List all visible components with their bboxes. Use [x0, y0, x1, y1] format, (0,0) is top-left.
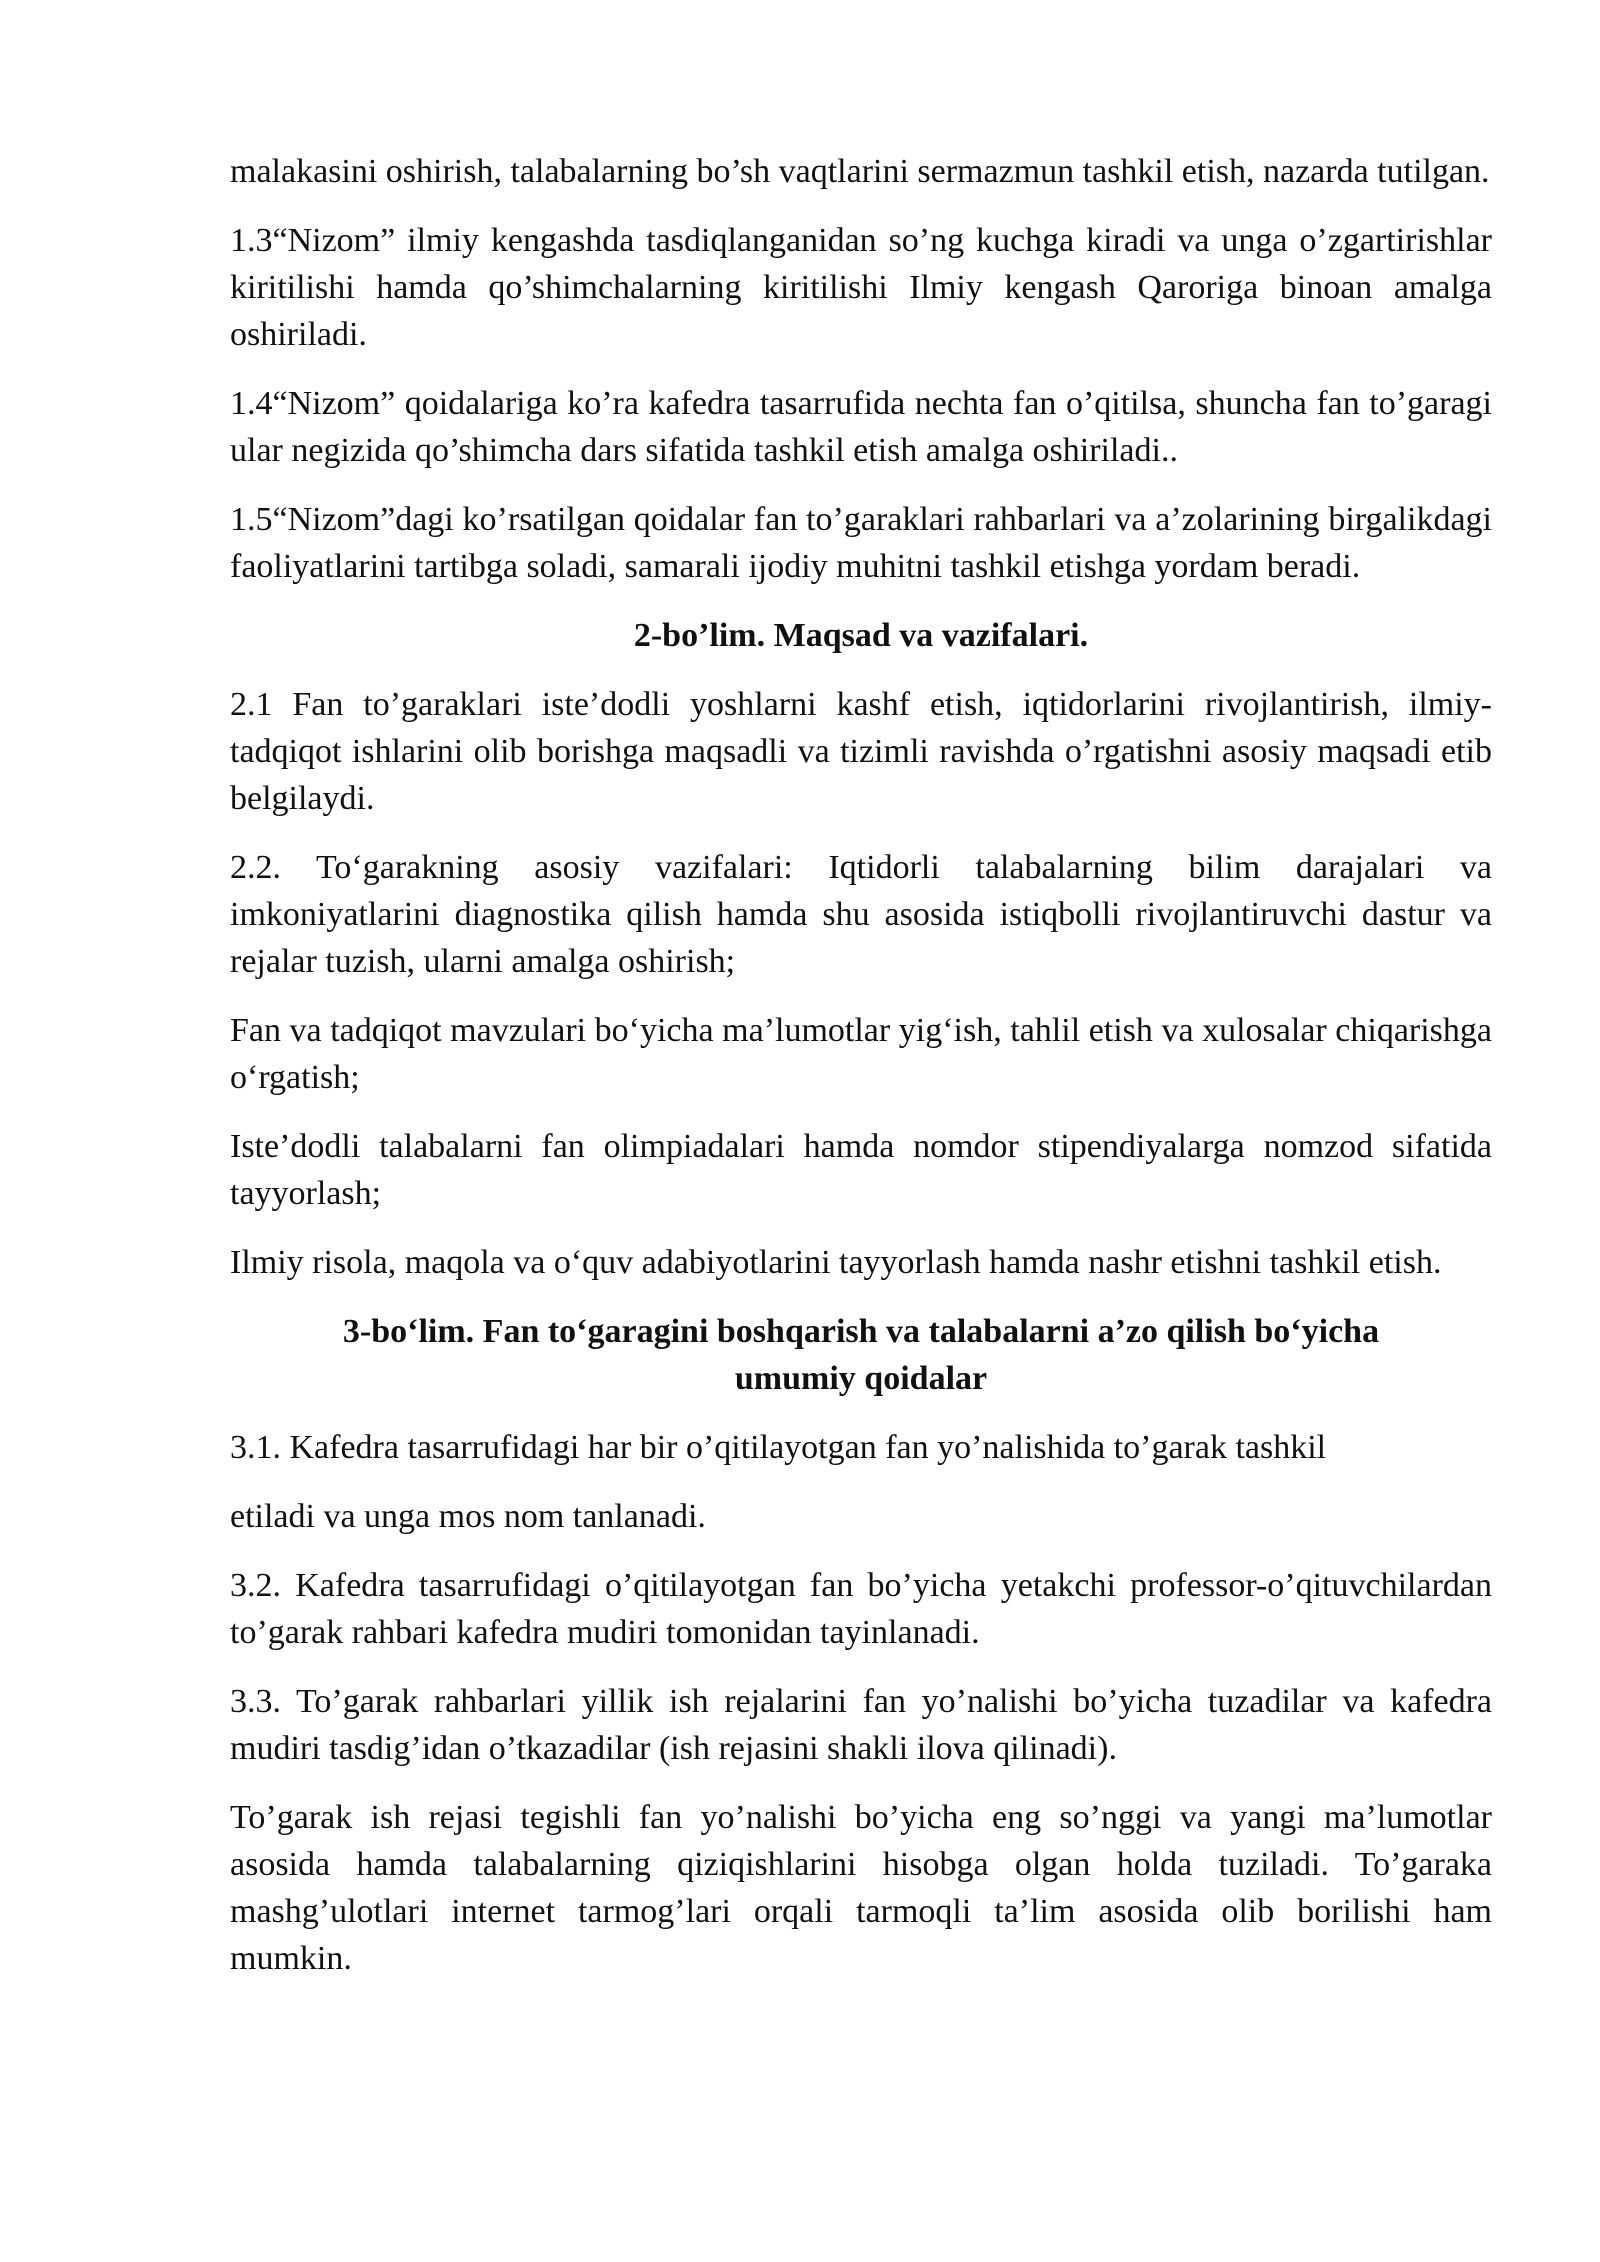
section-3-heading-line1: 3-bo‘lim. Fan to‘garagini boshqarish va talabalarni a’zo qilish bo‘yicha: [342, 1313, 1380, 1350]
paragraph-task-publishing: Ilmiy risola, maqola va o‘quv adabiyotlarini tayyorlash hamda nashr etishni tashkil etish.: [230, 1244, 1442, 1281]
section-2-heading: 2-bo’lim. Maqsad va vazifalari.: [633, 617, 1089, 654]
paragraph-2-1: 2.1 Fan to’garaklari iste’dodli yoshlarni kashf etish, iqtidorlarini rivojlantirish, ilmiy-tadqiqot ishlarini olib borishga maqsadli va tizimli ravishda o’rgatishni asosiy maqsadi etib belgilaydi.: [230, 686, 1492, 817]
section-3-heading-line2: umumiy qoidalar: [734, 1360, 988, 1397]
paragraph-3-1-line2: etiladi va unga mos nom tanlanadi.: [230, 1498, 706, 1535]
paragraph-2-2: 2.2. To‘garakning asosiy vazifalari: Iqtidorli talabalarning bilim darajalari va imkoniyatlarini diagnostika qilish hamda shu asosida istiqbolli rivojlantiruvchi dastur va rejalar tuzish, ularni amalga oshirish;: [230, 849, 1492, 980]
paragraph-3-2: 3.2. Kafedra tasarrufidagi o’qitilayotgan fan bo’yicha yetakchi professor-o’qituvchilardan to’garak rahbari kafedra mudiri tomonidan tayinlanadi.: [230, 1567, 1492, 1651]
paragraph-task-olympiad: Iste’dodli talabalarni fan olimpiadalari hamda nomdor stipendiyalarga nomzod sifatida tayyorlash;: [230, 1128, 1492, 1212]
paragraph-1-5: 1.5“Nizom”dagi ko’rsatilgan qoidalar fan to’garaklari rahbarlari va a’zolarining birgalikdagi faoliyatlarini tartibga soladi, samarali ijodiy muhitni tashkil etishga yordam beradi.: [230, 501, 1492, 585]
paragraph-plan-details: To’garak ish rejasi tegishli fan yo’nalishi bo’yicha eng so’nggi va yangi ma’lumotlar asosida hamda talabalarning qiziqishlarini hisobga olgan holda tuziladi. To’garaka mashg’ulotlari internet tarmog’lari orqali tarmoqli ta’lim asosida olib borilishi ham mumkin.: [230, 1799, 1492, 1977]
paragraph-intro-continuation: malakasini oshirish, talabalarning bo’sh vaqtlarini sermazmun tashkil etish, nazarda tutilgan.: [230, 153, 1490, 190]
paragraph-1-3: 1.3“Nizom” ilmiy kengashda tasdiqlanganidan so’ng kuchga kiradi va unga o’zgartirishlar kiritilishi hamda qo’shimchalarning kiritilishi Ilmiy kengash Qaroriga binoan amalga oshiriladi.: [230, 222, 1492, 353]
paragraph-3-3: 3.3. To’garak rahbarlari yillik ish rejalarini fan yo’nalishi bo’yicha tuzadilar va kafedra mudiri tasdig’idan o’tkazadilar (ish rejasini shakli ilova qilinadi).: [230, 1683, 1492, 1767]
document-page: [230, 148, 1492, 2004]
paragraph-task-research: Fan va tadqiqot mavzulari bo‘yicha ma’lumotlar yig‘ish, tahlil etish va xulosalar chiqarishga o‘rgatish;: [230, 1012, 1492, 1096]
section-3-heading: [230, 1308, 1492, 1402]
paragraph-3-1-line1: 3.1. Kafedra tasarrufidagi har bir o’qitilayotgan fan yo’nalishida to’garak tashkil: [230, 1429, 1327, 1466]
paragraph-1-4: 1.4“Nizom” qoidalariga ko’ra kafedra tasarrufida nechta fan o’qitilsa, shuncha fan to’garagi ular negizida qo’shimcha dars sifatida tashkil etish amalga oshiriladi..: [230, 385, 1492, 469]
